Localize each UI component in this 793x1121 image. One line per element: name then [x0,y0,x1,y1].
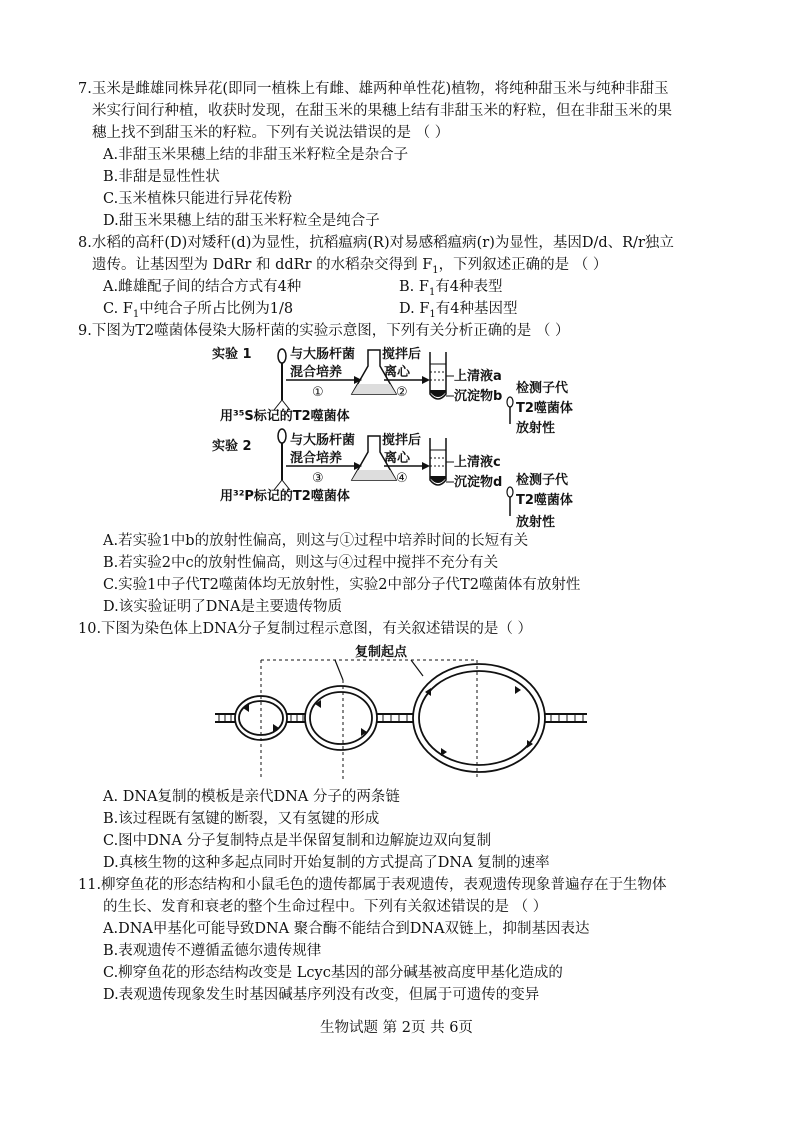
dna-replication-diagram [215,640,587,788]
q11-option-c: C.柳穿鱼花的形态结构改变是 Lcyc基因的部分碱基被高度甲基化造成的 [103,965,563,981]
q8-stem-line2: 遗传。让基因型为 DdRr 和 ddRr 的水稻杂交得到 $F_1$，下列叙述正确的是 （ ） [92,257,608,276]
detect-label-3: 放射性 [516,515,556,530]
replication-bubble-large [413,664,545,772]
label-s35: 用³⁵S标记的T2噬菌体 [220,409,350,424]
q11-option-a: A.DNA甲基化可能导致DNA 聚合酶不能结合到DNA双链上，抑制基因表达 [103,921,590,937]
q7-stem-line1: 7.玉米是雌雄同株异花(即同一植株上有雌、雄两种单性花)植物，将纯种甜玉米与纯种非甜玉 [78,81,669,97]
stir-label-1: 搅拌后 [382,433,422,448]
detect-label-1: 检测子代 [516,473,569,488]
q7-stem-line2: 米实行间行种植，收获时发现，在甜玉米的果穗上结有非甜玉米的籽粒，但在非甜玉米的果 [92,103,672,119]
step-3: ③ [312,471,324,486]
stir-label-1: 搅拌后 [382,347,422,362]
q7-option-a: A.非甜玉米果穗上结的非甜玉米籽粒全是杂合子 [103,147,409,163]
q11-option-d: D.表观遗传现象发生时基因碱基序列没有改变，但属于可遗传的变异 [103,987,540,1003]
tube-icon [430,352,446,399]
dna-double-strand [215,714,587,722]
q10-option-d: D.真核生物的这种多起点同时开始复制的方式提高了DNA 复制的速率 [103,855,550,871]
mix-label-2: 混合培养 [290,365,343,380]
q7-stem-line3: 穗上找不到甜玉米的籽粒。下列有关说法错误的是 （ ） [92,125,450,141]
sediment-b: 沉淀物b [454,389,503,404]
detect-phage-icon [507,397,513,424]
q10-option-c: C.图中DNA 分子复制特点是半保留复制和边解旋边双向复制 [103,833,492,849]
step-1: ① [312,385,324,400]
mix-label-1: 与大肠杆菌 [290,433,356,448]
q9-stem-line1: 9.下图为T2噬菌体侵染大肠杆菌的实验示意图，下列有关分析正确的是 （ ） [78,323,570,339]
q9-option-d: D.该实验证明了DNA是主要遗传物质 [103,599,343,615]
q10-stem-line1: 10.下图为染色体上DNA分子复制过程示意图，有关叙述错误的是（ ） [78,621,532,637]
detect-label-1: 检测子代 [516,381,569,396]
supernatant-c: 上清液c [454,455,501,470]
q11-stem-line1: 11.柳穿鱼花的形态结构和小鼠毛色的遗传都属于表观遗传，表观遗传现象普遍存在于生物体 [78,877,667,893]
q11-option-b: B.表观遗传不遵循孟德尔遗传规律 [103,943,322,959]
label-p32: 用³²P标记的T2噬菌体 [220,489,350,504]
q10-option-a: A. DNA复制的模板是亲代DNA 分子的两条链 [103,789,400,805]
detect-label-2: T2噬菌体 [516,401,573,416]
q9-option-c: C.实验1中子代T2噬菌体均无放射性，实验2中部分子代T2噬菌体有放射性 [103,577,581,593]
step-2: ② [396,385,408,400]
detect-label-3: 放射性 [516,421,556,436]
sediment-d: 沉淀物d [454,475,503,490]
phage-icon [274,429,290,490]
q8-option-a: A.雌雄配子间的结合方式有4种 [103,279,302,295]
stir-label-2: 离心 [384,451,411,466]
q8-option-c: C. $F_1$中纯合子所占比例为1/8 [103,301,294,320]
replication-bubble-medium [305,686,377,750]
origin-label: 复制起点 [355,645,408,660]
q8-stem-line1: 8.水稻的高秆(D)对矮秆(d)为显性，抗稻瘟病(R)对易感稻瘟病(r)为显性，基因D/d、R/r独立 [78,235,674,251]
q10-option-b: B.该过程既有氢键的断裂，又有氢键的形成 [103,811,380,827]
tube-icon [430,438,446,485]
mix-label-2: 混合培养 [290,451,343,466]
q8-option-d: D. $F_1$有4种基因型 [399,301,518,320]
step-4: ④ [396,471,408,486]
exp1-label: 实验 1 [212,347,252,362]
phage-experiment-diagram [208,340,588,532]
q9-option-a: A.若实验1中b的放射性偏高，则这与①过程中培养时间的长短有关 [103,533,529,549]
q8-option-b: B. $F_1$有4种表型 [399,279,503,298]
exp2-label: 实验 2 [212,439,252,454]
q7-option-b: B.非甜是显性性状 [103,169,220,185]
stir-label-2: 离心 [384,365,411,380]
q7-option-c: C.玉米植株只能进行异花传粉 [103,191,293,207]
detect-phage-icon [507,487,513,516]
q9-option-b: B.若实验2中c的放射性偏高，则这与④过程中搅拌不充分有关 [103,555,499,571]
supernatant-a: 上清液a [454,369,502,384]
q7-option-d: D.甜玉米果穗上结的甜玉米籽粒全是纯合子 [103,213,380,229]
mix-label-1: 与大肠杆菌 [290,347,356,362]
q11-stem-line2: 的生长、发育和衰老的整个生命过程中。下列有关叙述错误的是 （ ） [103,899,548,915]
detect-label-2: T2噬菌体 [516,493,573,508]
page-footer: 生物试题 第 2页 共 6页 [320,1020,473,1036]
